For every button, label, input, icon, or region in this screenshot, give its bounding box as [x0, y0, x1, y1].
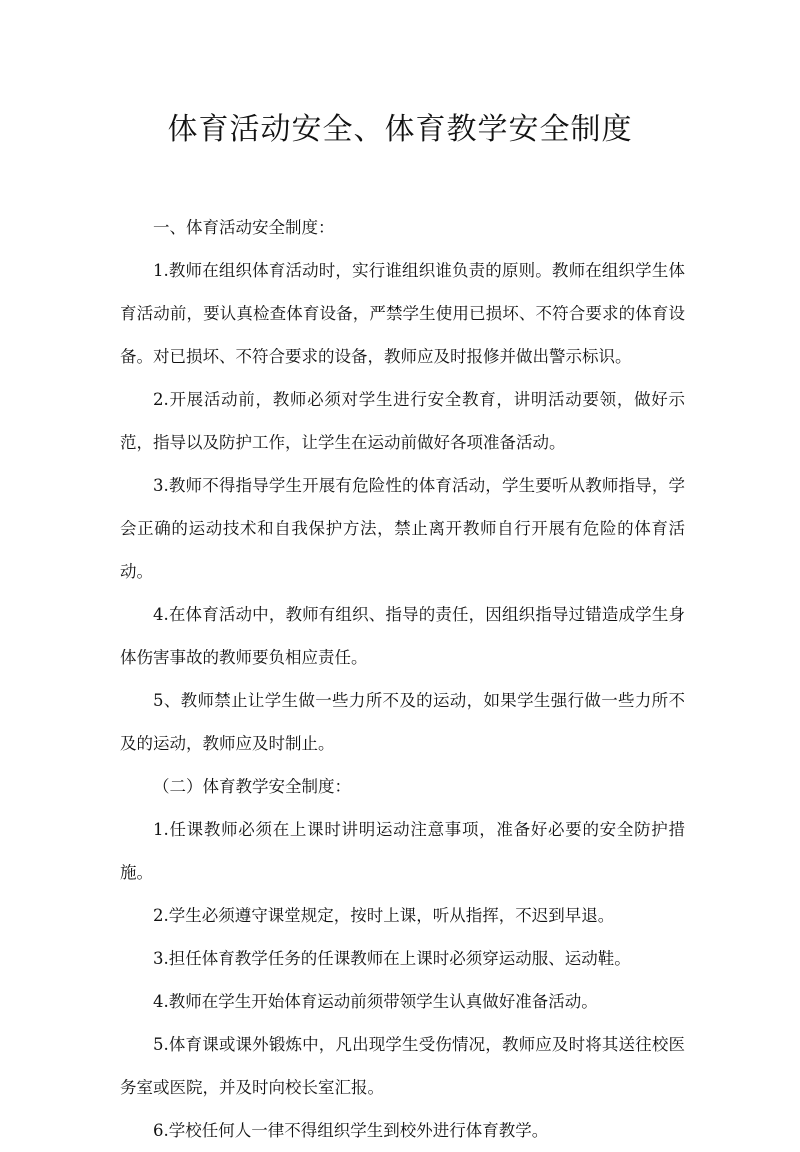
section-2-item-5: 5.体育课或课外锻炼中，凡出现学生受伤情况，教师应及时将其送往校医务室或医院，并及时向校长室汇报。	[120, 1035, 685, 1097]
section-2-item-3: 3.担任体育教学任务的任课教师在上课时必须穿运动服、运动鞋。	[153, 949, 631, 968]
document-body	[120, 206, 685, 1152]
section-2-item-2: 2.学生必须遵守课堂规定，按时上课，听从指挥，不迟到早退。	[153, 906, 615, 925]
section-1-item-5: 5、教师禁止让学生做一些力所不及的运动，如果学生强行做一些力所不及的运动，教师应及时制止。	[120, 691, 685, 753]
section-1-item-3: 3.教师不得指导学生开展有危险性的体育活动，学生要听从教师指导，学会正确的运动技术和自我保护方法，禁止离开教师自行开展有危险的体育活动。	[120, 476, 685, 581]
section-2-item-6: 6.学校任何人一律不得组织学生到校外进行体育教学。	[153, 1121, 549, 1140]
section-1-item-4: 4.在体育活动中，教师有组织、指导的责任，因组织指导过错造成学生身体伤害事故的教师要负相应责任。	[120, 605, 685, 667]
section-1-item-2: 2.开展活动前，教师必须对学生进行安全教育，讲明活动要领，做好示范，指导以及防护工作，让学生在运动前做好各项准备活动。	[120, 390, 685, 452]
section-2-item-4: 4.教师在学生开始体育运动前须带领学生认真做好准备活动。	[153, 992, 598, 1011]
section-1-item-1: 1.教师在组织体育活动时，实行谁组织谁负责的原则。教师在组织学生体育活动前，要认真检查体育设备，严禁学生使用已损坏、不符合要求的体育设备。对已损坏、不符合要求的设备，教师应及时报修并做出警示标识。	[120, 261, 685, 366]
section-2-item-1: 1.任课教师必须在上课时讲明运动注意事项，准备好必要的安全防护措施。	[120, 820, 685, 882]
section-2-heading: （二）体育教学安全制度：	[153, 777, 351, 796]
document-title: 体育活动安全、体育教学安全制度	[167, 112, 633, 147]
section-1-heading: 一、体育活动安全制度：	[153, 218, 335, 237]
